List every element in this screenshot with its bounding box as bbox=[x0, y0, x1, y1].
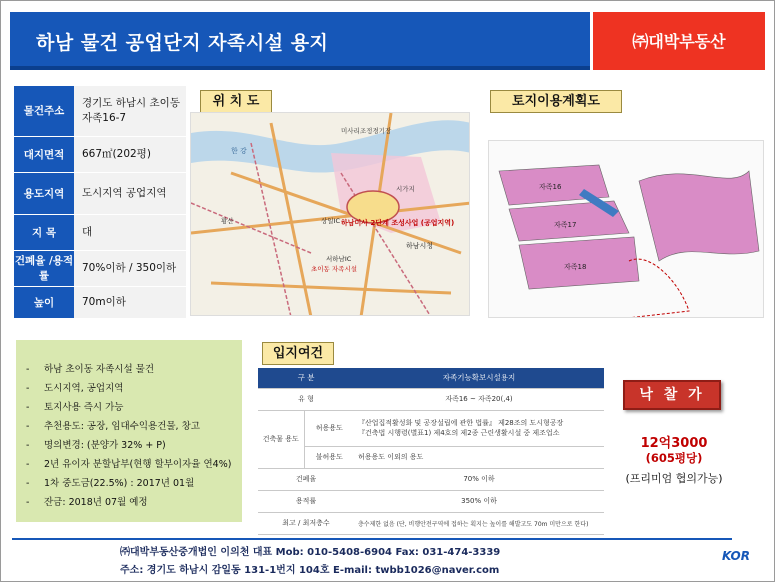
footer-address: 주소: 경기도 하남시 감일동 131-1번지 104호 E-mail: twbb1026@naver.com bbox=[120, 565, 500, 576]
conditions-row-label: 용적률 bbox=[258, 490, 354, 512]
map-label-area2: 상일IC bbox=[321, 217, 341, 225]
map-label-area4: 황산 bbox=[221, 217, 234, 225]
page-title: 하남 물건 공업단지 자족시설 용지 bbox=[36, 32, 329, 54]
property-key: 물건주소 bbox=[14, 86, 74, 136]
conditions-row-label: 유 형 bbox=[258, 388, 354, 410]
location-map-label: 위 치 도 bbox=[200, 90, 272, 113]
conditions-table bbox=[258, 368, 604, 535]
auction-price-badge: 낙 찰 가 bbox=[623, 380, 721, 410]
table-row bbox=[14, 286, 186, 318]
property-value: 667㎡(202평) bbox=[74, 136, 186, 172]
conditions-header-cell: 구 분 bbox=[258, 368, 354, 388]
table-row bbox=[14, 250, 186, 286]
price-note: (프리미엄 협의가능) bbox=[625, 472, 723, 485]
allowed-use-line: 『건축법 시행령(별표1) 제4호의 제2종 근린생활시설 중 제조업소 bbox=[358, 429, 560, 437]
conditions-row-value: 자족16 ~ 자족20(,4) bbox=[354, 388, 604, 410]
location-map-drawing bbox=[191, 113, 470, 316]
list-item: - 잔금: 2018년 07월 예정 bbox=[26, 493, 232, 512]
conditions-row-label: 건축물 용도 bbox=[258, 410, 304, 468]
brand-name: ㈜대박부동산 bbox=[632, 32, 726, 51]
map-label-area3: 서하남IC bbox=[326, 255, 352, 263]
conditions-row-value: 70% 이하 bbox=[354, 468, 604, 490]
property-key: 높이 bbox=[14, 286, 74, 318]
conditions-row-value: 350% 이하 bbox=[354, 490, 604, 512]
table-row bbox=[258, 512, 604, 534]
list-item: - 도시지역, 공업지역 bbox=[26, 379, 232, 398]
table-row bbox=[14, 172, 186, 214]
price-per-pyeong: (605평당) bbox=[645, 451, 703, 465]
list-item: - 2년 유이자 분할납부(현행 할부이자율 연4%) bbox=[26, 455, 232, 474]
list-item: - 하남 초이동 자족시설 물건 bbox=[26, 360, 232, 379]
list-item: - 추천용도: 공장, 임대수익용건물, 창고 bbox=[26, 417, 232, 436]
plan-label-block2: 자족17 bbox=[554, 221, 577, 229]
table-row bbox=[258, 446, 604, 468]
property-value: 70m이하 bbox=[74, 286, 186, 318]
map-label-region2: 미사리조정경기장 bbox=[341, 127, 392, 135]
conditions-row-label: 건폐율 bbox=[258, 468, 354, 490]
footer-contact: ㈜대박부동산중개법인 이의천 대표 Mob: 010-5408-6904 Fax: 031-474-3339 bbox=[120, 547, 501, 558]
footer-divider bbox=[12, 538, 732, 540]
feature-list-box bbox=[16, 340, 242, 522]
landuse-plan bbox=[488, 140, 764, 318]
property-value: 경기도 하남시 초이동 자족16-7 bbox=[74, 86, 186, 136]
landuse-plan-drawing bbox=[489, 141, 764, 318]
map-label-area6: 시가지 bbox=[396, 185, 415, 193]
table-row bbox=[258, 410, 604, 446]
plan-label-block1: 자족16 bbox=[539, 183, 562, 191]
property-key: 건폐율 /용적률 bbox=[14, 250, 74, 286]
location-map bbox=[190, 112, 470, 316]
property-key: 용도지역 bbox=[14, 172, 74, 214]
conditions-label: 입지여건 bbox=[262, 342, 334, 365]
logo-icon: KOR bbox=[722, 549, 750, 563]
allowed-use-line: 『산업집적활성화 및 공장설립에 관한 법률』 제28조의 도시형공장 bbox=[358, 419, 564, 427]
conditions-row-sublabel: 허용용도 bbox=[304, 410, 354, 446]
property-key: 대지면적 bbox=[14, 136, 74, 172]
list-item: - 토지사용 즉시 가능 bbox=[26, 398, 232, 417]
table-row bbox=[258, 490, 604, 512]
conditions-row-value: 층수제한 없음 (단, 비행안전구역에 접하는 획지는 높이를 해발고도 70m 미만으로 한다) bbox=[354, 512, 604, 534]
table-row bbox=[258, 388, 604, 410]
list-item: - 명의변경: (분양가 32% + P) bbox=[26, 436, 232, 455]
property-value: 대 bbox=[74, 214, 186, 250]
table-row bbox=[258, 468, 604, 490]
map-label-area5: 초이동 자족시설 bbox=[311, 265, 358, 273]
list-item: - 1차 중도금(22.5%) : 2017년 01월 bbox=[26, 474, 232, 493]
conditions-row-sublabel: 불허용도 bbox=[304, 446, 354, 468]
property-value: 도시지역 공업지역 bbox=[74, 172, 186, 214]
conditions-header-cell: 자족기능확보시설용지 bbox=[354, 368, 604, 388]
property-table bbox=[14, 86, 186, 319]
plan-block4 bbox=[639, 171, 759, 261]
conditions-row-label: 최고 / 최저층수 bbox=[258, 512, 354, 534]
brand-banner bbox=[593, 12, 765, 70]
table-row bbox=[14, 136, 186, 172]
conditions-row-value: 허용용도 이외의 용도 bbox=[354, 446, 604, 468]
conditions-row-value bbox=[354, 410, 604, 446]
feature-list bbox=[26, 360, 232, 512]
table-header-row bbox=[258, 368, 604, 388]
price-main: 12억3000 bbox=[640, 436, 708, 451]
table-row bbox=[14, 86, 186, 136]
table-row bbox=[14, 214, 186, 250]
map-label-area1: 하남시청 bbox=[406, 242, 434, 250]
property-value: 70%이하 / 350이하 bbox=[74, 250, 186, 286]
plan-label-block3: 자족18 bbox=[564, 263, 587, 271]
map-label-river: 한 강 bbox=[231, 147, 247, 155]
property-key: 지 목 bbox=[14, 214, 74, 250]
map-label-region1: 하남미사 2단계 조성사업 (공업지역) bbox=[341, 219, 455, 227]
landuse-plan-label: 토지이용계획도 bbox=[490, 90, 622, 113]
title-banner bbox=[10, 12, 590, 70]
